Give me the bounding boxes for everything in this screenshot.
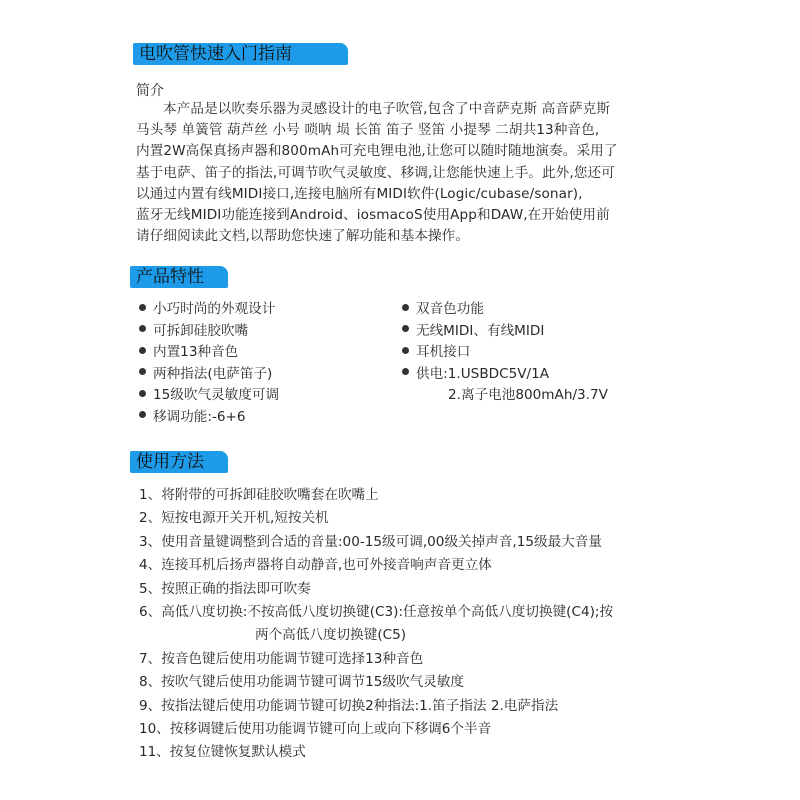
usage-step-continued: 两个高低八度切换键(C5): [255, 627, 407, 644]
intro-paragraph: [136, 99, 676, 247]
usage-heading: 使用方法: [130, 451, 228, 473]
bullet-icon: [139, 390, 146, 397]
bullet-icon: [139, 411, 146, 418]
intro-label: 简介: [136, 83, 164, 99]
feature-item: [402, 342, 608, 364]
bullet-icon: [139, 325, 146, 332]
bullet-icon: [139, 304, 146, 311]
intro-line: 马头琴 单簧管 葫芦丝 小号 唢呐 埙 长笛 笛子 竖笛 小提琴 二胡共13种音色,: [136, 122, 600, 139]
bullet-icon: [139, 368, 146, 375]
features-heading: 产品特性: [130, 266, 228, 288]
intro-line: 请仔细阅读此文档,以帮助您快速了解功能和基本操作。: [136, 228, 470, 245]
feature-label: 15级吹气灵敏度可调: [153, 387, 280, 403]
usage-step: 4、连接耳机后扬声器将自动静音,也可外接音响声音更立体: [139, 557, 492, 574]
feature-label: 无线MIDI、有线MIDI: [416, 322, 545, 339]
intro-line: 内置2W高保真扬声器和800mAh可充电锂电池,让您可以随时随地演奏。采用了: [136, 143, 618, 160]
usage-step: 2、短按电源开关开机,短按关机: [139, 510, 329, 527]
feature-item: [402, 364, 608, 386]
feature-label: 两种指法(电萨笛子): [153, 365, 273, 382]
feature-item: [402, 299, 608, 321]
feature-item: [139, 342, 279, 364]
intro-line: 本产品是以吹奏乐器为灵感设计的电子吹管,包含了中音萨克斯 高音萨克斯: [163, 101, 611, 117]
usage-step: 9、按指法键后使用功能调节键可切换2种指法:1.笛子指法 2.电萨指法: [139, 697, 559, 714]
feature-label: 供电:1.USBDC5V/1A: [416, 365, 550, 382]
intro-line: 蓝牙无线MIDI功能连接到Android、iosmacoS使用App和DAW,在开始使用前: [136, 207, 610, 224]
usage-step: 10、按移调键后使用功能调节键可向上或向下移调6个半音: [139, 721, 492, 738]
usage-step: 11、按复位键恢复默认模式: [139, 744, 306, 761]
usage-step: 6、高低八度切换:不按高低八度切换键(C3):任意按单个高低八度切换键(C4);按: [139, 604, 614, 621]
feature-label: 小巧时尚的外观设计: [153, 301, 276, 317]
feature-item: [139, 364, 279, 386]
features-list-left: [139, 299, 279, 428]
feature-label: 移调功能:-6+6: [153, 408, 246, 425]
feature-subitem: 2.离子电池800mAh/3.7V: [448, 387, 608, 403]
usage-step: 3、使用音量键调整到合适的音量:00-15级可调,00级关掉声音,15级最大音量: [139, 533, 602, 550]
usage-steps: [139, 484, 613, 765]
feature-item: [139, 321, 279, 343]
feature-label: 双音色功能: [416, 301, 484, 317]
usage-step: 5、按照正确的指法即可吹奏: [139, 580, 311, 597]
features-list-right: [402, 299, 608, 407]
bullet-icon: [402, 304, 409, 311]
usage-step: 8、按吹气键后使用功能调节键可调节15级吹气灵敏度: [139, 674, 465, 691]
bullet-icon: [402, 325, 409, 332]
feature-item: [139, 407, 279, 429]
bullet-icon: [402, 347, 409, 354]
feature-label: 耳机接口: [416, 344, 471, 360]
intro-line: 以通过内置有线MIDI接口,连接电脑所有MIDI软件(Logic/cubase/sonar),: [136, 185, 583, 202]
feature-item: [139, 299, 279, 321]
intro-line: 基于电萨、笛子的指法,可调节吹气灵敏度、移调,让您能快速上手。此外,您还可: [136, 164, 615, 181]
feature-item: [139, 385, 279, 407]
bullet-icon: [139, 347, 146, 354]
feature-label: 可拆卸硅胶吹嘴: [153, 322, 249, 339]
usage-step: 7、按音色键后使用功能调节键可选择13种音色: [139, 650, 424, 667]
usage-step: 1、将附带的可拆卸硅胶吹嘴套在吹嘴上: [139, 487, 379, 503]
feature-item: [402, 321, 608, 343]
guide-title: 电吹管快速入门指南: [133, 43, 348, 65]
bullet-icon: [402, 368, 409, 375]
feature-label: 内置13种音色: [153, 344, 239, 360]
